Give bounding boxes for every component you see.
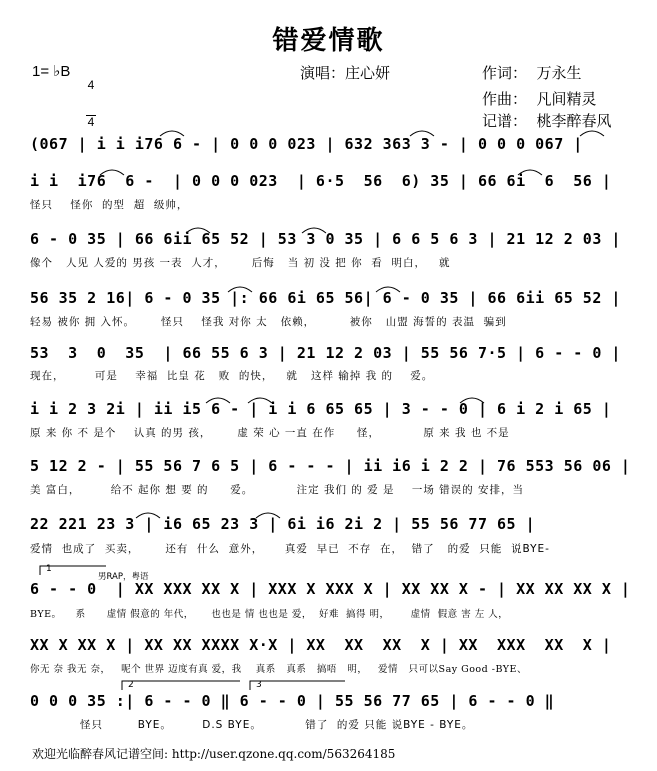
volta-bracket [122, 681, 240, 690]
volta-3-label: 3 [256, 680, 262, 690]
slur [248, 398, 272, 403]
slur [460, 398, 484, 403]
score-row-2-lyrics: 怪只 怪你 的型 超 级帅， [30, 199, 189, 211]
time-signature-bottom: 4 [87, 115, 95, 129]
slur [580, 131, 604, 136]
score-row-3-notes: 6 - 0 35 | 66 6ii 65 52 | 53 3 0 35 | 6 6 5 6 3 | 21 12 2 03 | [30, 230, 621, 248]
slur [206, 398, 230, 403]
slur [136, 513, 160, 518]
slur [376, 287, 400, 292]
score-row-11-notes: 0 0 0 35 :| 6 - - 0 ‖ 6 - - 0 | 55 56 77 65 | 6 - - 0 ‖ [30, 692, 555, 710]
song-title: 错爱情歌 [272, 26, 385, 56]
score-row-4-lyrics: 轻易 被你 拥 入怀。 怪只 怪我 对你 太 依赖， 被你 山盟 海誓的 表温 骗到 [30, 316, 507, 328]
composer-credit: 作曲： 凡间精灵 [482, 90, 597, 108]
slur [160, 131, 184, 136]
lyricist-credit: 作词： 万永生 [482, 64, 582, 82]
score-row-7-notes: 5 12 2 - | 55 56 7 6 5 | 6 - - - | ii i6 i 2 2 | 76 553 56 06 | [30, 457, 631, 475]
score-row-11-lyrics: 怪只 BYE。 D.S BYE。 错了 的爱 只能 说BYE - BYE。 [80, 719, 474, 731]
score-row-7-lyrics: 美 富白， 给不 起你 想 要 的 爱。 注定 我们 的 爱 是 一场 错误的 安排，当 [30, 484, 524, 496]
score-row-10-lyrics: 你无 奈 我无 奈， 呢个 世界 迈度有真 爱，我 真系 真系 搞唔 明， 爱情 只可以Say Good -BYE、 [30, 664, 527, 675]
score-row-3-lyrics: 像个 人见 人爱的 男孩 一表 人才， 后悔 当 初 没 把 你 看 明白， 就 [30, 257, 451, 269]
time-signature-top: 4 [87, 78, 95, 92]
score-row-5-notes: 53 3 0 35 | 66 55 6 3 | 21 12 2 03 | 55 56 7·5 | 6 - - 0 | [30, 344, 621, 362]
slur [186, 228, 210, 233]
score-row-6-notes: i i 2 3 2i | ii i5 6 - | i i 6 65 65 | 3 - - 0 | 6 i 2 i 65 | [30, 400, 612, 418]
volta-bracket [250, 681, 345, 690]
singer-credit: 演唱：庄心妍 [300, 64, 391, 82]
volta-2-label: 2 [128, 680, 134, 690]
score-row-10-notes: XX X XX X | XX XX XXXX X·X | XX XX XX X | XX XXX XX X | [30, 636, 612, 654]
slur [410, 131, 434, 136]
score-row-4-notes: 56 35 2 16| 6 - 0 35 |: 66 6i 65 56| 6 - 0 35 | 66 6ii 65 52 | [30, 289, 621, 307]
rap-label: 男RAP，粤语 [98, 572, 149, 582]
score-row-6-lyrics: 原 来 你 不 是个 认真 的男 孩， 虚 荣 心 一直 在作 怪， 原 来 我 也 不是 [30, 427, 510, 439]
score-row-8-notes: 22 221 23 3 | i6 65 23 3 | 6i i6 2i 2 | 55 56 77 65 | [30, 515, 536, 533]
slur [100, 170, 124, 175]
slur [518, 170, 542, 175]
transcriber-credit: 记谱： 桃李醉春风 [482, 112, 612, 130]
key-signature: 1= ♭B [32, 63, 71, 80]
score-row-1-notes: (067 | i i i76 6 - | 0 0 0 023 | 632 363 3 - | 0 0 0 067 | [30, 135, 583, 153]
score-row-8-lyrics: 爱情 也成了 买卖， 还有 什么 意外， 真爱 早已 不存 在， 错了 的爱 只能 说BYE- [30, 543, 550, 555]
score-row-9-notes: 6 - - 0 | XX XXX XX X | XXX X XXX X | XX XX X - | XX XX XX X | [30, 580, 631, 598]
volta-1-label: 1 [46, 564, 52, 574]
volta-bracket [40, 566, 106, 575]
score-row-5-lyrics: 现在， 可是 幸福 比皇 花 败 的快， 就 这样 输掉 我 的 爱。 [30, 370, 434, 382]
slur [228, 287, 252, 292]
slur [302, 228, 326, 233]
footer-link-text: 欢迎光临醉春风记谱空间: http://user.qzone.qq.com/563264185 [32, 747, 396, 761]
slur [256, 513, 280, 518]
score-row-2-notes: i i i76 6 - | 0 0 0 023 | 6·5 56 6) 35 | 66 6i 6 56 | [30, 172, 612, 190]
score-row-9-lyrics: BYE。 系 虚情 假意的 年代， 也也是 情 也也是 爱， 好难 搞得 明， 虚情 假意 害 左 人， [30, 609, 509, 620]
